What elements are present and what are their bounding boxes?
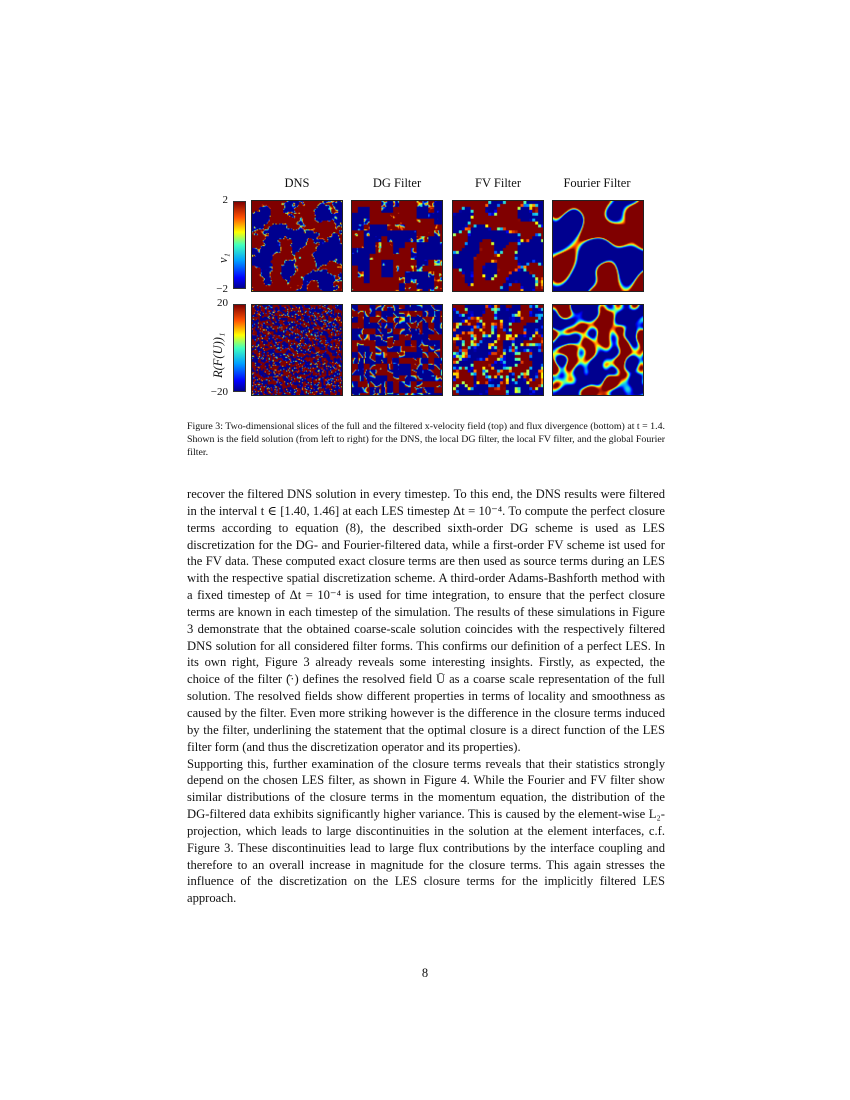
row1-colorbar-min: −2: [216, 283, 228, 295]
row1-ylabel: v₁: [216, 253, 230, 263]
panel-closure-fv-filter: [452, 304, 544, 396]
panel-velocity-fv-filter: [452, 200, 544, 292]
row2-colorbar-min: −20: [210, 386, 228, 398]
panel-velocity-fourier-filter: [552, 200, 644, 292]
row2-ylabel: R(F(U))₁: [211, 332, 225, 378]
column-title-fourier-filter: Fourier Filter: [563, 176, 631, 190]
column-title-fv-filter: FV Filter: [475, 176, 521, 190]
row1-colorbar-max: 2: [222, 194, 228, 206]
panel-closure-dns: [251, 304, 343, 396]
paragraph-2: Supporting this, further examination of the closure terms reveals that their statistics strongly depend on the chosen LES filter, as shown in Figure 4. While the Fourier and FV filter show similar distributions of the closure terms in the momentum equation, the distribution of the DG-filtered data exhibits significantly higher variance. This is caused by the element-wise L₂-projection, which leads to large discontinuities in the solution at the element interfaces, c.f. Figure 3. These discontinuities lead to large flux contributions by the interface coupling and therefore to an overall increase in magnitude for the closure terms. This again stresses the influence of the discretization on the LES closure terms for the implicitly filtered LES approach.: [187, 756, 665, 906]
panel-velocity-dg-filter: [351, 200, 443, 292]
body-text: [187, 486, 665, 907]
page-number: 8: [421, 966, 429, 980]
figure-caption: Figure 3: Two-dimensional slices of the full and the filtered x-velocity field (top) and flux divergence (bottom) at t = 1.4. Shown is the field solution (from left to right) for the DNS, the local DG filter, the local FV filter, and the global Fourier filter.: [187, 421, 665, 458]
column-title-dg-filter: DG Filter: [372, 176, 422, 190]
panel-closure-fourier-filter: [552, 304, 644, 396]
row1-colorbar: [233, 201, 246, 289]
row2-colorbar-max: 20: [217, 297, 228, 309]
column-title-dns: DNS: [284, 176, 310, 190]
panel-velocity-dns: [251, 200, 343, 292]
panel-closure-dg-filter: [351, 304, 443, 396]
paragraph-1: recover the filtered DNS solution in every timestep. To this end, the DNS results were filtered in the interval t ∈ [1.40, 1.46] at each LES timestep Δt = 10⁻⁴. To compute the perfect closure terms according to equation (8), the described sixth-order DG scheme is used as LES discretization for the DG- and Fourier-filtered data, while a first-order FV scheme ist used for the FV data. These computed exact closure terms are then used as source terms during an LES with the respective spatial discretization scheme. A third-order Adams-Bashforth method with a fixed timestep of Δt = 10⁻⁴ is used for time integration, to ensure that the perfect closure terms are known in each timestep of the simulation. The results of these simulations in Figure 3 demonstrate that the obtained coarse-scale solution coincides with the respectively filtered DNS solution for all considered filter forms. This confirms our definition of a perfect LES. In its own right, Figure 3 already reveals some interesting insights. Firstly, as expected, the choice of the filter (̄·) defines the resolved field Ū as a coarse scale representation of the full solution. The resolved fields show different properties in terms of locality and smoothness as caused by the filter. Even more striking however is the difference in the closure terms induced by the filter, underlining the statement that the optimal closure is a direct function of the LES filter form (and thus the discretization operator and its properties).: [187, 487, 665, 754]
row2-colorbar: [233, 304, 246, 392]
